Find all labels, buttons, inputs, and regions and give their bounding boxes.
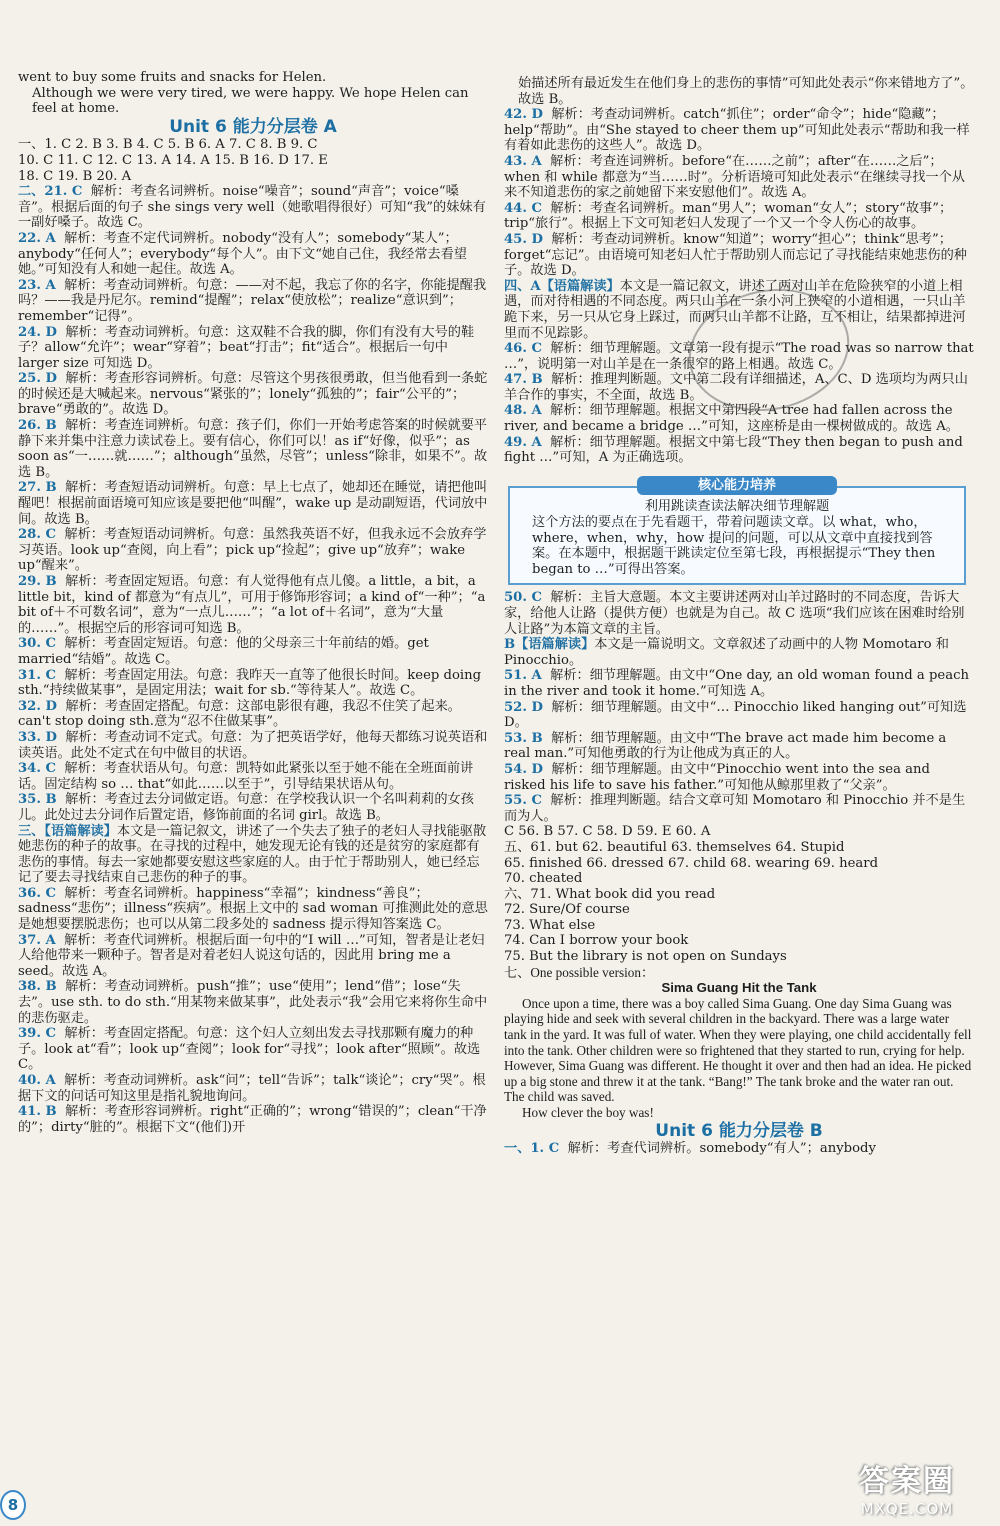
page-number: 8 bbox=[0, 1490, 26, 1520]
entry-38 bbox=[18, 979, 488, 1026]
entry-number: 35. B bbox=[18, 792, 57, 808]
entry-text: 解析：推理判断题。文中第二段有详细描述，A、C、D 选项均为两只山羊合作的事实，不全面，故选 B。 bbox=[504, 372, 968, 403]
entry-text: 解析：考查动词辨析。catch“抓住”；order“命令”；hide“隐藏”；help“帮助”。由“She stayed to cheer them up”可知此处表示“帮助和我一样有着如此悲伤的这些人”。故选 D。 bbox=[504, 107, 970, 154]
section-b-reading bbox=[504, 637, 974, 668]
entry-text: 解析：考查连词辨析。句意：孩子们，你们一开始考虑答案的时候就要平静下来并集中注意力读试卷上。要有信心，你们可以！as if“好像，似乎”；as soon as“一……就……”；although“虽然，尽管”；unless“除非，如果不”。故选 B。 bbox=[18, 418, 488, 480]
unit-6-b-title: Unit 6 能力分层卷 B bbox=[655, 1120, 823, 1141]
answer-row-3: 18. C 19. B 20. A bbox=[18, 168, 132, 184]
entry-number: 45. D bbox=[504, 231, 543, 247]
entry-number: 31. C bbox=[18, 667, 57, 683]
entry-32 bbox=[18, 699, 488, 730]
answers-c-row: C 56. B 57. C 58. D 59. E 60. A bbox=[504, 824, 711, 840]
entry-number: 26. B bbox=[18, 418, 57, 434]
entry-text: 本文是一篇记叙文，讲述了一个失去了独子的老妇人寻找能驱散她悲伤的种子的故事。在寻找的过程中，她发现无论有钱的还是贫穷的家庭都有悲伤的事情。每去一家她都要安慰这些家庭的人。由于忙于帮助别人，她已经忘记了要去寻找结束自己悲伤的种子的事。 bbox=[18, 823, 487, 886]
entry-number: 54. D bbox=[504, 761, 543, 777]
essay-section bbox=[504, 965, 974, 1121]
left-column bbox=[18, 70, 488, 1135]
entry-number: 32. D bbox=[18, 698, 57, 714]
entry-text: 解析：细节理解题。由文中“The brave act made him become a real man.”可知他勇敢的行为让他成为真正的人。 bbox=[504, 730, 947, 762]
entry-36 bbox=[18, 886, 488, 933]
entry-33 bbox=[18, 730, 488, 761]
entry-text: 解析：考查动词辨析。know“知道”；worry“担心”；think“思考”；forget“忘记”。由语境可知老妇人忙于帮助别人而忘记了寻找能结束她悲伤的种子。故选 D。 bbox=[504, 231, 967, 279]
entry-39 bbox=[18, 1026, 488, 1073]
entry-43 bbox=[504, 154, 974, 201]
entry-number: 43. A bbox=[504, 153, 542, 169]
entry-number: 23. A bbox=[18, 277, 56, 293]
entry-22 bbox=[18, 231, 488, 278]
core-ability-box bbox=[508, 477, 966, 586]
entry-text: 本文是一篇说明文。文章叙述了动画中的人物 Momotaro 和 Pinocchio。 bbox=[504, 637, 949, 668]
entry-text: 解析：考查名词辨析。happiness“幸福”；kindness“善良”；sadness“悲伤”；illness“疾病”。根据上文中的 sad woman 可推测此处的意思是她想要摆脱悲伤；也可以从第二段多处的 sadness 提示得知答案选 C。 bbox=[18, 885, 488, 933]
entry-text: 解析：推理判断题。结合文章可知 Momotaro 和 Pinocchio 并不是生而为人。 bbox=[504, 793, 966, 824]
entry-text: 解析：细节理解题。文章第一段有提示“The road was so narrow that …”，说明第一对山羊是在一条很窄的路上相遇。故选 C。 bbox=[504, 341, 974, 372]
entry-number: 一、1. C bbox=[504, 1141, 560, 1157]
entry-number: 39. C bbox=[18, 1026, 57, 1042]
entry-b-1 bbox=[504, 1141, 974, 1157]
answers-6-row-2: 72. Sure/Of course bbox=[504, 902, 630, 918]
entry-26 bbox=[18, 418, 488, 480]
intro-line-1: went to buy some fruits and snacks for Helen. bbox=[18, 70, 327, 85]
entry-text: 解析：细节理解题。由文中“… Pinocchio liked hanging out”可知选 D。 bbox=[504, 699, 967, 731]
entry-number: 44. C bbox=[504, 200, 543, 216]
entry-number: 27. B bbox=[18, 480, 57, 496]
entry-text: 解析：考查名词辨析。noise“噪音”；sound“声音”；voice“嗓音”。根据后面的句子 she sings very well（她歌唱得很好）可知“我”的妹妹有一副好嗓子。故选 C。 bbox=[18, 184, 486, 231]
entry-44 bbox=[504, 201, 974, 232]
answer-row-1: 一、1. C 2. B 3. B 4. C 5. B 6. A 7. C 8. B 9. C bbox=[18, 137, 318, 153]
answer-row-2: 10. C 11. C 12. C 13. A 14. A 15. B 16. D 17. E bbox=[18, 152, 328, 168]
entry-34 bbox=[18, 761, 488, 792]
entry-25 bbox=[18, 371, 488, 418]
answers-5-row-3: 70. cheated bbox=[504, 871, 583, 887]
essay-label: 七、One possible version： bbox=[504, 964, 655, 980]
entry-41 bbox=[18, 1104, 488, 1135]
unit-6-a-title: Unit 6 能力分层卷 A bbox=[169, 116, 337, 137]
entry-number: B【语篇解读】 bbox=[504, 637, 595, 653]
right-column bbox=[504, 76, 974, 1157]
entry-number: 47. B bbox=[504, 372, 543, 388]
entry-text: 解析：考查固定短语。句意：他的父母亲三十年前结的婚。get married“结婚”。故选 C。 bbox=[18, 636, 429, 667]
core-ability-text: 这个方法的要点在于先看题干，带着问题读文章。以 what，who，where，when，why，how 提问的问题，可以从文章中直接找到答案。在本题中，根据题干跳读定位至第七段，再根据提示“They then began to …”可得出答案。 bbox=[532, 515, 936, 577]
entry-number: 55. C bbox=[504, 793, 543, 809]
entry-text: 解析：考查状语从句。句意：凯特如此紧张以至于她不能在全班面前讲话。固定结构 so … that“如此……以至于”，引导结果状语从句。 bbox=[18, 761, 474, 792]
section-3-reading bbox=[18, 824, 488, 886]
entry-27 bbox=[18, 480, 488, 527]
entry-text: 解析：考查过去分词做定语。句意：在学校我认识一个名叫莉莉的女孩儿。此处过去分词作后置定语，修饰前面的名词 girl。故选 B。 bbox=[18, 792, 474, 823]
core-ability-subtitle: 利用跳读查读法解决细节理解题 bbox=[644, 499, 830, 515]
entry-text: 解析：考查形容词辨析。right“正确的”；wrong“错误的”；clean“干净的”；dirty“脏的”。根据下文“(他们)开 bbox=[18, 1104, 487, 1135]
entry-text: 本文是一篇记叙文，讲述了两对山羊在危险狭窄的小道上相遇，而对待相遇的不同态度。两只山羊在一条小河上狭窄的小道相遇，一只山羊跪下来，另一只从它身上踩过，而两只山羊都不让路，互不相让，结果都掉进河里而不见踪影。 bbox=[504, 278, 966, 341]
answers-6-row-5: 75. But the library is not open on Sundays bbox=[504, 949, 787, 965]
answers-6-row-4: 74. Can I borrow your book bbox=[504, 933, 689, 949]
entry-text: 解析：主旨大意题。本文主要讲述两对山羊过路时的不同态度，告诉大家，给他人让路（提供方便）也就是为自己。故 C 选项“我们应该在困难时给别人让路”为本篇文章的主旨。 bbox=[504, 590, 965, 637]
entry-text: 解析：考查固定用法。句意：我昨天一直等了他很长时间。keep doing sth.“持续做某事”，是固定用法；wait for sb.“等待某人”。故选 C。 bbox=[18, 667, 482, 699]
entry-52 bbox=[504, 700, 974, 731]
entry-number: 50. C bbox=[504, 590, 543, 606]
entry-text: 解析：考查名词辨析。man“男人”；woman“女人”；story“故事”；trip“旅行”。根据上下文可知老妇人发现了一个又一个令人伤心的故事。 bbox=[504, 200, 953, 232]
entry-number: 四、A【语篇解读】 bbox=[504, 278, 620, 294]
entry-number: 三、【语篇解读】 bbox=[18, 823, 117, 839]
entry-54 bbox=[504, 762, 974, 793]
entry-text: 解析：考查短语动词辨析。句意：虽然我英语不好，但我永远不会放弃学习英语。look up“查阅，向上看”；pick up“捡起”；give up“放弃”；wake up“醒来”。 bbox=[18, 527, 487, 574]
entry-text: 解析：考查动词辨析。句意：——对不起，我忘了你的名字，你能提醒我吗？——我是丹尼尔。remind“提醒”；relax“使放松”；realize“意识到”；remember“记得”。 bbox=[18, 277, 487, 324]
entry-49 bbox=[504, 435, 974, 466]
intro-line-2: Although we were very tired, we were happy. We hope Helen can feel at home. bbox=[32, 85, 469, 117]
entry-31 bbox=[18, 668, 488, 699]
entry-number: 29. B bbox=[18, 574, 57, 589]
entry-37 bbox=[18, 933, 488, 980]
entry-number: 24. D bbox=[18, 324, 57, 340]
answers-5-row-1: 五、61. but 62. beautiful 63. themselves 64. Stupid bbox=[504, 839, 845, 855]
entry-text: 解析：考查动词不定式。句意：为了把英语学好，他每天都练习说英语和读英语。此处不定式在句中做目的状语。 bbox=[18, 729, 488, 761]
entry-text: 解析：考查固定搭配。句意：这部电影很有趣，我忍不住笑了起来。can't stop doing sth.意为“忍不住做某事”。 bbox=[18, 698, 461, 730]
entry-40 bbox=[18, 1073, 488, 1104]
answers-5-row-2: 65. finished 66. dressed 67. child 68. wearing 69. heard bbox=[504, 855, 879, 871]
entry-text: 解析：细节理解题。由文中“Pinocchio went into the sea and risked his life to save his father.”可知他从鲸那里救了“父亲”。 bbox=[504, 761, 930, 793]
entry-text: 解析：考查固定搭配。句意：这个妇人立刻出发去寻找那颗有魔力的种子。look at“看”；look up“查阅”；look for“寻找”；look after“照顾”。故选 C。 bbox=[18, 1026, 481, 1073]
entry-42 bbox=[504, 107, 974, 154]
entry-text: 解析：考查代词辨析。根据后面一句中的“I will …”可知，智者是让老妇人给他带来一颗种子。智者是对着老妇人说这句话的，因此用 bring me a seed。故选 A。 bbox=[18, 932, 485, 979]
entry-21 bbox=[18, 184, 488, 231]
entry-55 bbox=[504, 793, 974, 824]
entry-number: 41. B bbox=[18, 1104, 57, 1120]
entry-text: 解析：考查动词辨析。句意：这双鞋不合我的脚，你们有没有大号的鞋子？allow“允许”；wear“穿着”；beat“打击”；fit“适合”。根据后一句中 larger size 可知选 D。 bbox=[18, 324, 475, 371]
entry-41-continued: 始描述所有最近发生在他们身上的悲伤的事情”可知此处表示“你来错地方了”。故选 B。 bbox=[518, 76, 974, 107]
entry-23 bbox=[18, 278, 488, 325]
essay-title: Sima Guang Hit the Tank bbox=[661, 980, 817, 996]
entry-45 bbox=[504, 232, 974, 279]
entry-50 bbox=[504, 590, 974, 637]
essay-paragraph-1: Once upon a time, there was a boy called Sima Guang. One day Sima Guang was playing hide and seek with several children in the backyard. There was a large water tank in the yard. It was full of water. When they were playing, one child accidentally fell into the tank. Other children were so frightened that they started to run, crying for help. However, Sima Guang was different. He thought it over and then had an idea. He picked up a big stone and threw it at the tank. “Bang!” The tank broke and the water ran out. The child was saved. bbox=[504, 995, 972, 1105]
entry-51 bbox=[504, 668, 974, 699]
entry-number: 25. D bbox=[18, 371, 57, 387]
entry-number: 51. A bbox=[504, 668, 542, 684]
watermark-text: 答案圈 bbox=[859, 1464, 955, 1499]
entry-24 bbox=[18, 325, 488, 372]
entry-number: 37. A bbox=[18, 932, 56, 948]
answers-6-row-1: 六、71. What book did you read bbox=[504, 886, 716, 902]
watermark-url: MXQE.COM bbox=[860, 1500, 954, 1518]
entry-number: 46. C bbox=[504, 341, 543, 357]
entry-text: 解析：考查连词辨析。before“在……之前”；after“在……之后”；when 和 while 都意为“当……时”。分析语境可知此处表示“在继续寻找一个从来不知道悲伤的家之前她留下来安慰他们”。故选 A。 bbox=[504, 153, 965, 201]
entry-number: 49. A bbox=[504, 434, 542, 450]
answers-6-row-3: 73. What else bbox=[504, 917, 596, 933]
entry-number: 42. D bbox=[504, 107, 543, 123]
entry-text: 解析：考查形容词辨析。句意：尽管这个男孩很勇敢，但当他看到一条蛇的时候还是大喊起来。nervous“紧张的”；lonely“孤独的”；fair“公平的”；brave“勇敢的”。故选 D。 bbox=[18, 371, 488, 418]
entry-number: 38. B bbox=[18, 979, 57, 995]
entry-number: 30. C bbox=[18, 636, 57, 652]
core-ability-title: 核心能力培养 bbox=[637, 476, 837, 496]
entry-text: 解析：考查固定短语。句意：有人觉得他有点儿傻。a little，a bit，a little bit，kind of 都意为“有点儿”，可用于修饰形容词；a kind of“一种”；“a bit of＋不可数名词”，意为“一点儿……”；“a lot of＋名词”，意为“大量的……”。根据空后的形容词可知选 B。 bbox=[18, 574, 486, 636]
entry-text: 解析：考查代词辨析。somebody“有人”；anybody bbox=[567, 1141, 876, 1157]
entry-text: 解析：考查动词辨析。push“推”；use“使用”；lend“借”；lose“失去”。use sth. to do sth.“用某物来做某事”，此处表示“我”会用它来将你生命中的悲伤驱走。 bbox=[18, 979, 488, 1026]
entry-text: 解析：细节理解题。由文中“One day, an old woman found a peach in the river and took it home.”可知选 A。 bbox=[504, 668, 969, 699]
entry-29 bbox=[18, 574, 488, 636]
entry-text: 解析：细节理解题。根据文中第四段“A tree had fallen across the river, and became a bridge …”可知，这座桥是由一棵树做成的。故选 A。 bbox=[504, 403, 959, 435]
entry-text: 解析：考查不定代词辨析。nobody“没有人”；somebody“某人”；anybody“任何人”；everybody“每个人”。由下文“她自己住，我经常去看望她。”可知没有人和她一起住。故选 A。 bbox=[18, 230, 467, 278]
entry-35 bbox=[18, 792, 488, 823]
entry-number: 28. C bbox=[18, 527, 57, 543]
entry-28 bbox=[18, 527, 488, 574]
entry-text: 解析：考查短语动词辨析。句意：早上七点了，她却还在睡觉，请把他叫醒吧！根据前面语境可知应该是要把他“叫醒”，wake up 是动副短语，代词放中间。故选 B。 bbox=[18, 480, 488, 527]
entry-number: 33. D bbox=[18, 729, 57, 745]
entry-30 bbox=[18, 636, 488, 667]
watermark-logo bbox=[822, 1456, 992, 1518]
entry-text: 解析：考查动词辨析。ask“问”；tell“告诉”；talk“谈论”；cry“哭”。根据下文的问话可知这里是指礼貌地询问。 bbox=[18, 1073, 486, 1104]
entry-number: 40. A bbox=[18, 1073, 56, 1088]
entry-number: 53. B bbox=[504, 730, 543, 746]
entry-number: 22. A bbox=[18, 230, 56, 246]
entry-number: 48. A bbox=[504, 403, 542, 419]
entry-53 bbox=[504, 731, 974, 762]
entry-number: 52. D bbox=[504, 699, 543, 715]
entry-number: 二、21. C bbox=[18, 184, 83, 200]
entry-number: 34. C bbox=[18, 761, 57, 777]
entry-text: 解析：细节理解题。根据文中第七段“They then began to push and fight …”可知，A 为正确选项。 bbox=[504, 434, 963, 466]
entry-number: 36. C bbox=[18, 885, 57, 901]
essay-paragraph-2: How clever the boy was! bbox=[522, 1105, 654, 1120]
